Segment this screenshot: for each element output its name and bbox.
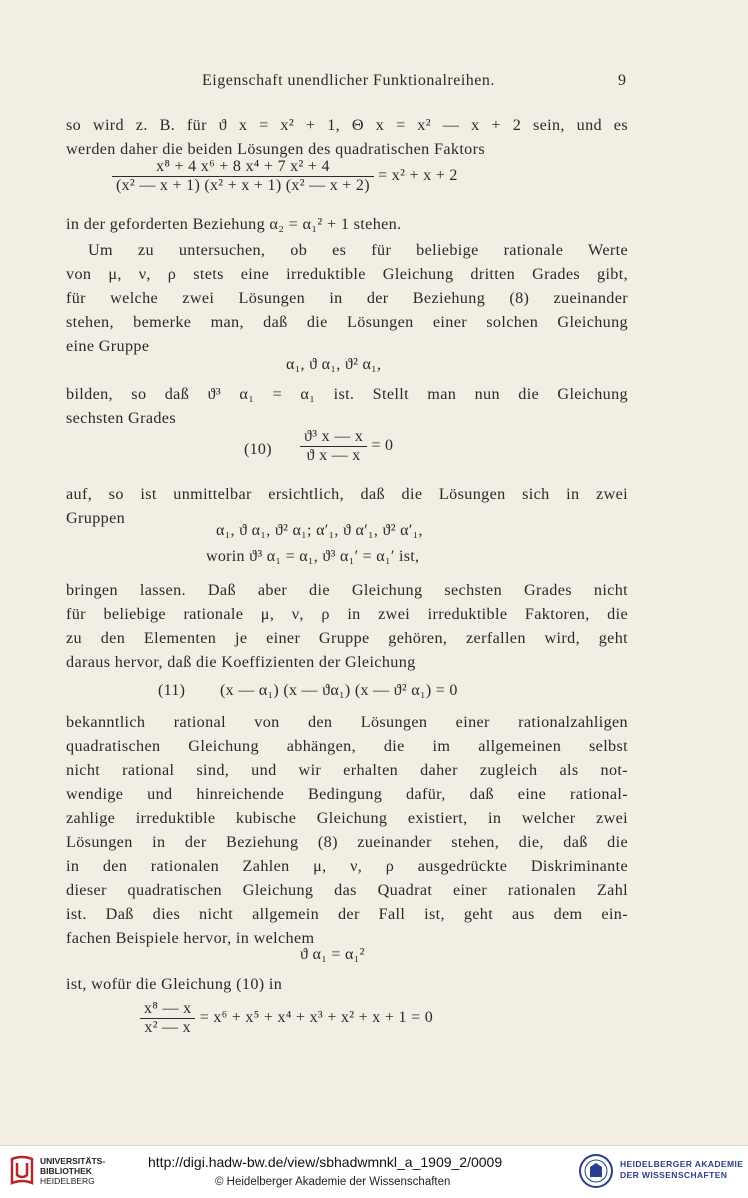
text-line: für welche zwei Lösungen in der Beziehung (8) zueinander: [66, 289, 628, 307]
text-line: bilden, so daß ϑ³ α₁ = α₁ ist. Stellt man nun die Gleichung: [66, 385, 628, 403]
equation-numerator: x⁸ + 4 x⁶ + 8 x⁴ + 7 x² + 4: [156, 158, 330, 175]
equation-numerator: ϑ³ x — x: [304, 428, 364, 445]
equation-denominator: ϑ x — x: [300, 446, 367, 465]
text-line: Um zu untersuchen, ob es für beliebige rationale Werte: [88, 241, 628, 259]
equation-quadratic-factor: [112, 158, 458, 195]
equation-example: ϑ α₁ = α₁²: [300, 946, 365, 963]
text-line: Gruppen: [66, 509, 126, 527]
equation-denominator: (x² — x + 1) (x² + x + 1) (x² — x + 2): [112, 176, 374, 195]
text-line: sechsten Grades: [66, 409, 176, 427]
equation-condition: worin ϑ³ α₁ = α₁, ϑ³ α₁′ = α₁′ ist,: [206, 548, 420, 565]
text-line: werden daher die beiden Lösungen des quadratischen Faktors: [66, 140, 486, 158]
text-line: zu den Elementen je einer Gruppe gehören, zerfallen wird, geht: [66, 629, 628, 647]
text-line: quadratischen Gleichung abhängen, die im allgemeinen selbst: [66, 737, 628, 755]
academy-name: HEIDELBERGER AKADEMIE DER WISSENSCHAFTEN: [620, 1159, 744, 1180]
equation-numerator: x⁸ — x: [144, 1000, 192, 1017]
text-line: ist, wofür die Gleichung (10) in: [66, 975, 283, 993]
text-line: stehen, bemerke man, daß die Lösungen einer solchen Gleichung: [66, 313, 628, 331]
text-line: daraus hervor, daß die Koeffizienten der Gleichung: [66, 653, 416, 671]
text-line: bekanntlich rational von den Lösungen einer rationalzahligen: [66, 713, 628, 731]
equation-rhs: = x² + x + 2: [378, 167, 458, 185]
text-line: eine Gruppe: [66, 337, 150, 355]
text-line: bringen lassen. Daß aber die Gleichung sechsten Grades nicht: [66, 581, 628, 599]
text-line: in den rationalen Zahlen μ, ν, ρ ausgedrückte Diskriminante: [66, 857, 628, 875]
equation-label: (10): [244, 441, 272, 458]
equation-rhs: = x⁶ + x⁵ + x⁴ + x³ + x² + x + 1 = 0: [199, 1009, 434, 1027]
text-line: in der geforderten Beziehung α₂ = α₁² + 1 stehen.: [66, 215, 402, 233]
text-line: ist. Daß dies nicht allgemein der Fall ist, geht aus dem ein-: [66, 905, 628, 923]
text-line: für beliebige rationale μ, ν, ρ in zwei irreduktible Faktoren, die: [66, 605, 628, 623]
text-line: fachen Beispiele hervor, in welchem: [66, 929, 315, 947]
text-line: zahlige irreduktible kubische Gleichung existiert, in welcher zwei: [66, 809, 628, 827]
academy-seal-icon[interactable]: [578, 1153, 614, 1189]
text-line: nicht rational sind, und wir erhalten daher zugleich als not-: [66, 761, 628, 779]
equation-final: [140, 1000, 433, 1037]
running-title: Eigenschaft unendlicher Funktionalreihen.: [202, 72, 495, 89]
text-line: wendige und hinreichende Bedingung dafür, daß eine rational-: [66, 785, 628, 803]
text-line: von μ, ν, ρ stets eine irreduktible Gleichung dritten Grades gibt,: [66, 265, 628, 283]
text-line: Lösungen in der Beziehung (8) zueinander stehen, die, daß die: [66, 833, 628, 851]
text-line: auf, so ist unmittelbar ersichtlich, daß die Lösungen sich in zwei: [66, 485, 628, 503]
equation-denominator: x² — x: [140, 1018, 195, 1037]
copyright-notice: © Heidelberger Akademie der Wissenschaften: [215, 1176, 451, 1188]
viewer-footer: [0, 1145, 748, 1198]
university-library-logo-icon[interactable]: [8, 1155, 36, 1187]
equation-11: (x — α₁) (x — ϑα₁) (x — ϑ² α₁) = 0: [220, 682, 458, 699]
equation-10: [300, 428, 393, 465]
page-number: 9: [618, 72, 627, 89]
equation-label: (11): [158, 682, 186, 699]
library-name: UNIVERSITÄTS- BIBLIOTHEK HEIDELBERG: [40, 1156, 106, 1186]
equation-rhs: = 0: [371, 437, 394, 455]
equation-group: α₁, ϑ α₁, ϑ² α₁,: [286, 356, 382, 373]
text-line: dieser quadratischen Gleichung das Quadrat einer rationalen Zahl: [66, 881, 628, 899]
permalink-url[interactable]: http://digi.hadw-bw.de/view/sbhadwmnkl_a_1909_2/0009: [148, 1154, 503, 1170]
equation-groups: α₁, ϑ α₁, ϑ² α₁; α′₁, ϑ α′₁, ϑ² α′₁,: [216, 522, 423, 539]
text-line: so wird z. B. für ϑ x = x² + 1, Θ x = x² — x + 2 sein, und es: [66, 116, 628, 134]
